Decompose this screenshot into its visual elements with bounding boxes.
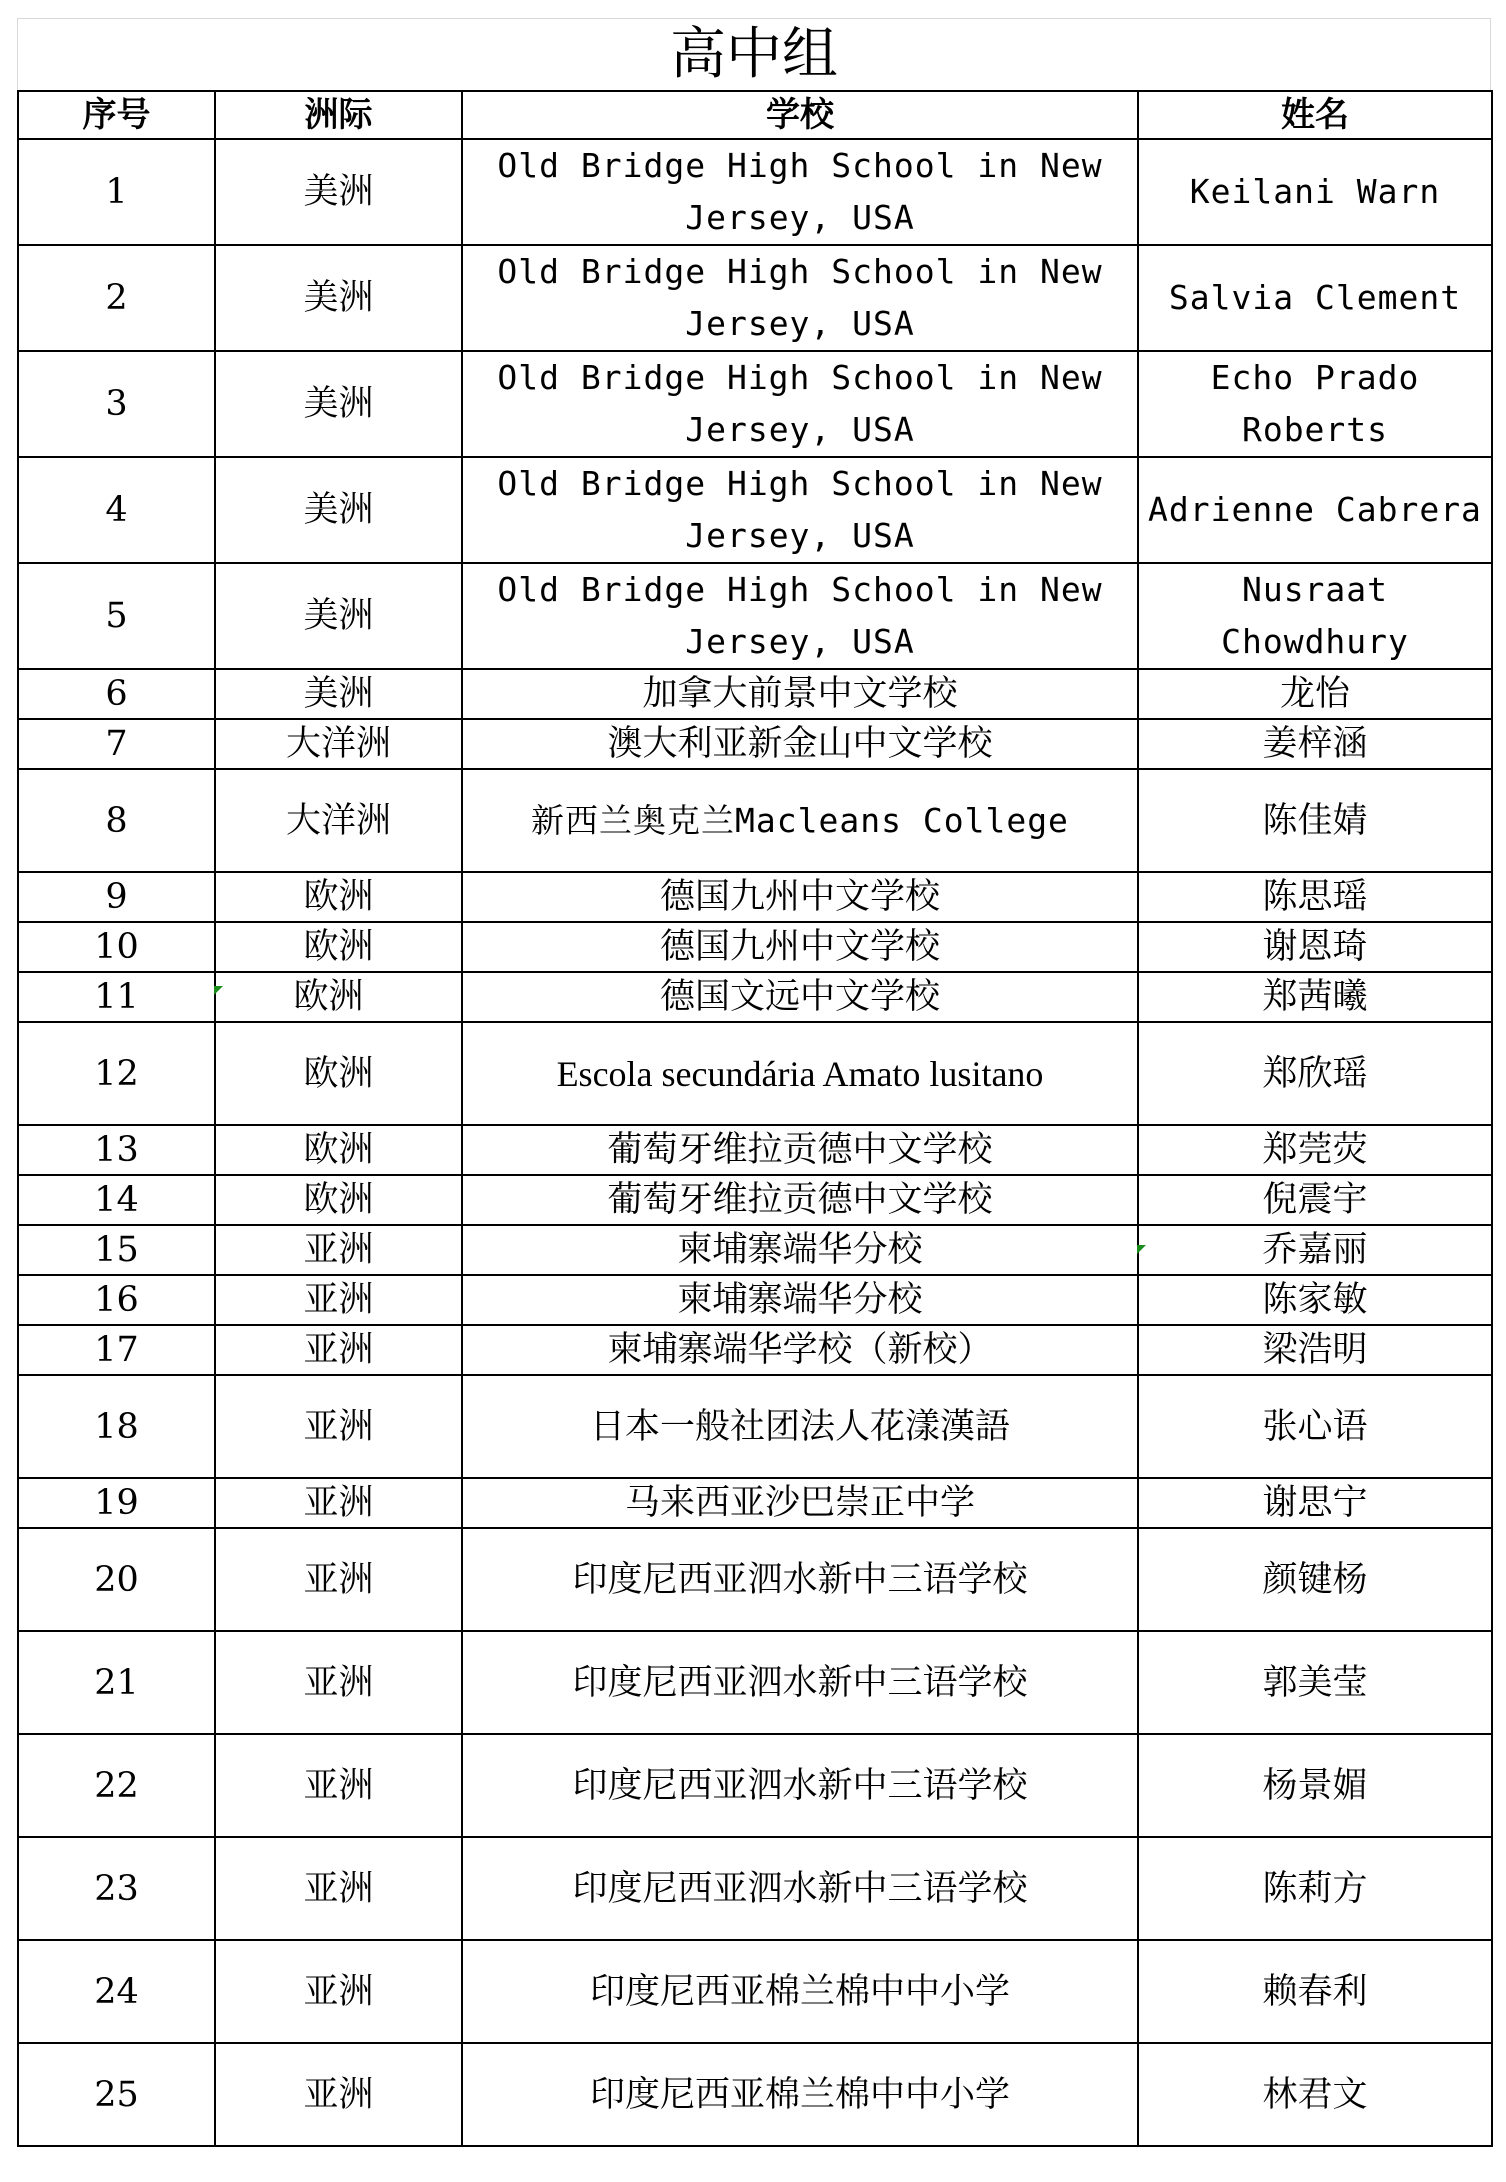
school-cell: Old Bridge High School in New Jersey, USA bbox=[462, 139, 1138, 245]
name-cell: 梁浩明 bbox=[1138, 1325, 1492, 1375]
table-row bbox=[18, 1631, 1492, 1734]
school-cell: 柬埔寨端华学校（新校） bbox=[462, 1325, 1138, 1375]
name-cell: 颜键杨 bbox=[1138, 1528, 1492, 1631]
row-number: 2 bbox=[18, 245, 215, 351]
continent-cell: 亚洲 bbox=[215, 1940, 462, 2043]
continent-cell: 欧洲 bbox=[215, 1125, 462, 1175]
row-number: 13 bbox=[18, 1125, 215, 1175]
continent-cell: 亚洲 bbox=[215, 1225, 462, 1275]
name-cell: 郭美莹 bbox=[1138, 1631, 1492, 1734]
table-row bbox=[18, 1940, 1492, 2043]
school-cell: 葡萄牙维拉贡德中文学校 bbox=[462, 1175, 1138, 1225]
school-cell: 马来西亚沙巴崇正中学 bbox=[462, 1478, 1138, 1528]
continent-cell: 亚洲 bbox=[215, 1631, 462, 1734]
row-number: 19 bbox=[18, 1478, 215, 1528]
continent-cell: 美洲 bbox=[215, 563, 462, 669]
row-number: 21 bbox=[18, 1631, 215, 1734]
table-row bbox=[18, 563, 1492, 669]
school-cell: 印度尼西亚棉兰棉中中小学 bbox=[462, 1940, 1138, 2043]
school-cell: 印度尼西亚泗水新中三语学校 bbox=[462, 1528, 1138, 1631]
name-cell: 乔嘉丽 bbox=[1138, 1225, 1492, 1275]
school-cell: 印度尼西亚泗水新中三语学校 bbox=[462, 1631, 1138, 1734]
name-cell: 林君文 bbox=[1138, 2043, 1492, 2146]
name-cell: 姜梓涵 bbox=[1138, 719, 1492, 769]
school-cell: 德国九州中文学校 bbox=[462, 872, 1138, 922]
continent-cell: 美洲 bbox=[215, 669, 462, 719]
continent-cell: 亚洲 bbox=[215, 1837, 462, 1940]
name-cell: 谢思宁 bbox=[1138, 1478, 1492, 1528]
row-number: 18 bbox=[18, 1375, 215, 1478]
table-row bbox=[18, 351, 1492, 457]
table-row bbox=[18, 1837, 1492, 1940]
continent-cell: 欧洲 bbox=[215, 922, 462, 972]
sheet-title: 高中组 bbox=[17, 18, 1491, 90]
school-cell: 印度尼西亚棉兰棉中中小学 bbox=[462, 2043, 1138, 2146]
continent-cell: 亚洲 bbox=[215, 1734, 462, 1837]
name-cell: Keilani Warn bbox=[1138, 139, 1492, 245]
row-number: 16 bbox=[18, 1275, 215, 1325]
school-cell: 新西兰奥克兰Macleans College bbox=[462, 769, 1138, 872]
continent-cell: 美洲 bbox=[215, 139, 462, 245]
school-cell: Escola secundária Amato lusitano bbox=[462, 1022, 1138, 1125]
school-cell: Old Bridge High School in New Jersey, USA bbox=[462, 245, 1138, 351]
row-number: 4 bbox=[18, 457, 215, 563]
continent-cell: 美洲 bbox=[215, 245, 462, 351]
school-cell: 加拿大前景中文学校 bbox=[462, 669, 1138, 719]
continent-cell: 大洋洲 bbox=[215, 769, 462, 872]
table-row bbox=[18, 139, 1492, 245]
name-cell: 张心语 bbox=[1138, 1375, 1492, 1478]
row-number: 23 bbox=[18, 1837, 215, 1940]
school-cell: 柬埔寨端华分校 bbox=[462, 1275, 1138, 1325]
table-row bbox=[18, 1325, 1492, 1375]
cell-comment-marker bbox=[1137, 1245, 1146, 1254]
table-row bbox=[18, 2043, 1492, 2146]
table-row bbox=[18, 1478, 1492, 1528]
school-cell: 印度尼西亚泗水新中三语学校 bbox=[462, 1734, 1138, 1837]
name-cell: Adrienne Cabrera bbox=[1138, 457, 1492, 563]
table-row bbox=[18, 1275, 1492, 1325]
school-cell: Old Bridge High School in New Jersey, USA bbox=[462, 457, 1138, 563]
table-row bbox=[18, 1375, 1492, 1478]
school-cell: 印度尼西亚泗水新中三语学校 bbox=[462, 1837, 1138, 1940]
name-cell: 谢恩琦 bbox=[1138, 922, 1492, 972]
school-cell: Old Bridge High School in New Jersey, USA bbox=[462, 351, 1138, 457]
name-cell: 龙怡 bbox=[1138, 669, 1492, 719]
row-number: 6 bbox=[18, 669, 215, 719]
school-cell: Old Bridge High School in New Jersey, USA bbox=[462, 563, 1138, 669]
header-no: 序号 bbox=[18, 91, 215, 139]
table-row bbox=[18, 669, 1492, 719]
continent-cell: 欧洲 bbox=[205, 972, 452, 1022]
name-cell: Salvia Clement bbox=[1138, 245, 1492, 351]
row-number: 24 bbox=[18, 1940, 215, 2043]
row-number: 7 bbox=[18, 719, 215, 769]
school-cell: 澳大利亚新金山中文学校 bbox=[462, 719, 1138, 769]
table-row bbox=[18, 972, 1492, 1022]
header-row bbox=[18, 91, 1492, 139]
row-number: 11 bbox=[18, 972, 215, 1022]
row-number: 3 bbox=[18, 351, 215, 457]
school-cell: 葡萄牙维拉贡德中文学校 bbox=[462, 1125, 1138, 1175]
school-cell: 日本一般社团法人花漾漢語 bbox=[462, 1375, 1138, 1478]
name-cell: 郑茜曦 bbox=[1138, 972, 1492, 1022]
school-cell: 德国九州中文学校 bbox=[462, 922, 1138, 972]
name-cell: 杨景媚 bbox=[1138, 1734, 1492, 1837]
row-number: 17 bbox=[18, 1325, 215, 1375]
continent-cell: 亚洲 bbox=[215, 2043, 462, 2146]
table-row bbox=[18, 769, 1492, 872]
name-cell: 陈莉方 bbox=[1138, 1837, 1492, 1940]
continent-cell: 亚洲 bbox=[215, 1275, 462, 1325]
name-cell: 郑欣瑶 bbox=[1138, 1022, 1492, 1125]
row-number: 22 bbox=[18, 1734, 215, 1837]
continent-cell: 美洲 bbox=[215, 351, 462, 457]
continent-cell: 亚洲 bbox=[215, 1375, 462, 1478]
name-cell: Nusraat Chowdhury bbox=[1138, 563, 1492, 669]
row-number: 10 bbox=[18, 922, 215, 972]
spreadsheet bbox=[17, 18, 1491, 2147]
table-row bbox=[18, 245, 1492, 351]
continent-cell: 亚洲 bbox=[215, 1528, 462, 1631]
table-row bbox=[18, 719, 1492, 769]
name-cell: 陈思瑶 bbox=[1138, 872, 1492, 922]
name-cell: 赖春利 bbox=[1138, 1940, 1492, 2043]
continent-cell: 欧洲 bbox=[215, 1022, 462, 1125]
header-school: 学校 bbox=[462, 91, 1138, 139]
table-row bbox=[18, 1175, 1492, 1225]
row-number: 1 bbox=[18, 139, 215, 245]
school-cell: 德国文远中文学校 bbox=[462, 972, 1138, 1022]
results-table bbox=[17, 90, 1493, 2147]
row-number: 12 bbox=[18, 1022, 215, 1125]
continent-cell: 欧洲 bbox=[215, 872, 462, 922]
table-row bbox=[18, 1022, 1492, 1125]
row-number: 5 bbox=[18, 563, 215, 669]
name-cell: Echo Prado Roberts bbox=[1138, 351, 1492, 457]
row-number: 25 bbox=[18, 2043, 215, 2146]
row-number: 20 bbox=[18, 1528, 215, 1631]
name-cell: 倪震宇 bbox=[1138, 1175, 1492, 1225]
row-number: 9 bbox=[18, 872, 215, 922]
header-continent: 洲际 bbox=[215, 91, 462, 139]
table-row bbox=[18, 457, 1492, 563]
header-name: 姓名 bbox=[1138, 91, 1492, 139]
table-row bbox=[18, 1734, 1492, 1837]
name-cell: 陈家敏 bbox=[1138, 1275, 1492, 1325]
continent-cell: 亚洲 bbox=[215, 1478, 462, 1528]
table-row bbox=[18, 1528, 1492, 1631]
school-cell: 柬埔寨端华分校 bbox=[462, 1225, 1138, 1275]
cell-comment-marker bbox=[214, 986, 223, 995]
name-cell: 陈佳婧 bbox=[1138, 769, 1492, 872]
table-row bbox=[18, 922, 1492, 972]
continent-cell: 美洲 bbox=[215, 457, 462, 563]
row-number: 14 bbox=[18, 1175, 215, 1225]
table-row bbox=[18, 1225, 1492, 1275]
row-number: 8 bbox=[18, 769, 215, 872]
table-row bbox=[18, 1125, 1492, 1175]
name-cell: 郑莞荧 bbox=[1138, 1125, 1492, 1175]
row-number: 15 bbox=[18, 1225, 215, 1275]
table-row bbox=[18, 872, 1492, 922]
continent-cell: 大洋洲 bbox=[215, 719, 462, 769]
continent-cell: 欧洲 bbox=[215, 1175, 462, 1225]
continent-cell: 亚洲 bbox=[215, 1325, 462, 1375]
